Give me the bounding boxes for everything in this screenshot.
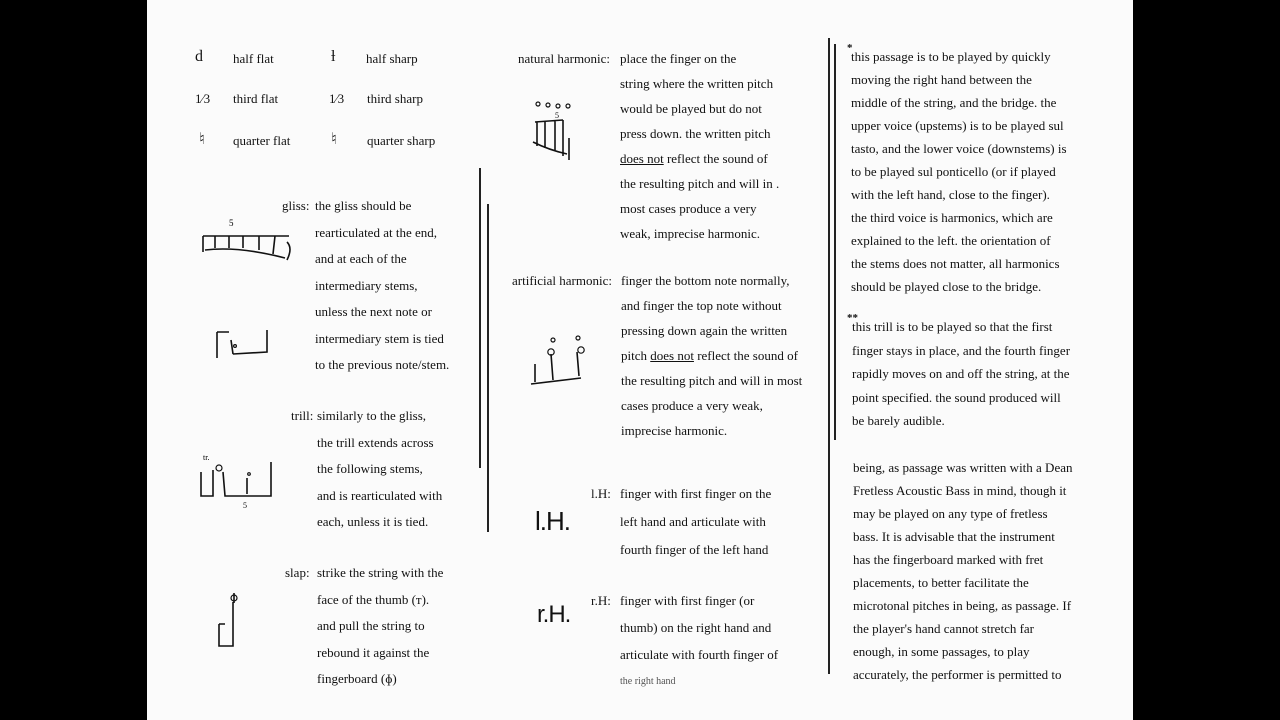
accidental-label-quarter-flat: quarter flat [233,133,291,148]
footnote-2 [852,319,1070,437]
accidental-label-quarter-sharp: quarter sharp [367,133,436,148]
right-hand-term: r.H: [591,593,611,608]
trill-line: and is rearticulated with [317,487,443,503]
gliss-line: the gliss should be [315,198,412,213]
footnote-line: finger stays in place, and the fourth finger [852,342,1071,358]
footnote-mark: * [847,42,853,54]
performance-note-paragraph [853,460,1073,690]
half-sharp-icon: ƚ [331,48,336,65]
natural-harmonic-term: natural harmonic: [518,51,611,66]
artificial-harmonic-figure [525,330,589,390]
trill-number: 5 [243,501,247,510]
gliss-term: gliss: [282,198,310,213]
paragraph-line: placements, to better facilitate the [853,575,1029,590]
left-hand-term: l.H: [591,486,611,501]
footnote-line: the third voice is harmonics, which are [851,210,1053,225]
natural-harmonic-line: place the finger on the [620,51,737,66]
column-divider [834,44,836,440]
natural-harmonic-line: weak, imprecise harmonic. [620,226,761,241]
slap-line: strike the string with the [317,565,444,580]
gliss-description [315,198,449,384]
paragraph-line: bass. It is advisable that the instrument [853,529,1055,544]
accidental-label-third-sharp: third sharp [367,91,423,106]
gliss-line: unless the next note or [315,304,432,319]
left-hand-description [620,486,771,570]
trill-notation-figure [195,448,279,512]
footnote-line: should be played close to the bridge. [851,279,1042,294]
trill-term: trill: [291,408,314,423]
artificial-harmonic-line: and finger the top note without [621,298,782,313]
paragraph-line: accurately, the performer is permitted to [853,667,1062,682]
footnote-line: moving the right hand between the [851,72,1032,87]
artificial-harmonic-line: cases produce a very weak, [621,398,763,413]
gliss-line: to the previous note/stem. [315,357,450,372]
gliss-line: and at each of the [315,251,407,266]
right-hand-symbol: r.H. [537,601,571,628]
paragraph-line: the player's hand cannot stretch far [853,621,1035,636]
artificial-harmonic-line: pressing down again the written [621,323,788,338]
trill-line: each, unless it is tied. [317,514,429,529]
score-legend-page [147,0,1133,720]
paragraph-line: enough, in some passages, to play [853,644,1030,659]
artificial-harmonic-description [621,273,802,448]
natural-harmonic-figure [529,98,579,164]
slap-notation-figure [215,588,245,652]
artificial-harmonic-line: pitch does not reflect the sound of [621,348,798,363]
footnote-line: this trill is to be played so that the first [852,319,1053,334]
slap-line: face of the thumb (ᴛ). [317,591,430,607]
column-divider [828,38,830,674]
natural-harmonic-line: press down. the written pitch [620,126,771,141]
footnote-line: the stems does not matter, all harmonics [851,256,1060,271]
paragraph-line: Fretless Acoustic Bass in mind, though it [853,483,1067,498]
right-hand-description [620,593,778,701]
right-hand-line: thumb) on the right hand and [620,620,772,635]
right-hand-line: the right hand [620,676,676,687]
slap-line: and pull the string to [317,618,425,633]
slap-line: rebound it against the [317,644,430,660]
trill-line: the following stems, [317,461,423,476]
footnote-line: this passage is to be played by quickly [851,49,1051,64]
paragraph-line: microtonal pitches in being, as passage. If [853,598,1072,613]
footnote-mark: ** [847,312,858,324]
slap-term: slap: [285,565,310,580]
slap-description [317,565,443,698]
third-sharp-icon: 1⁄3 [329,91,345,106]
natural-harmonic-line: most cases produce a very [620,201,757,216]
emphasis-underline: does not [620,151,664,166]
gliss-notation-figure [199,214,299,266]
quarter-sharp-icon: ♮ [331,131,337,148]
nat-harm-number: 5 [555,111,559,120]
artificial-harmonic-line: finger the bottom note normally, [621,273,790,288]
trill-description [317,408,442,541]
left-hand-line: finger with first finger on the [620,486,772,501]
gliss-tied-figure [211,322,271,362]
right-hand-line: articulate with fourth finger of [620,647,779,662]
trill-line: similarly to the gliss, [317,408,427,423]
artificial-harmonic-line: imprecise harmonic. [621,423,728,438]
paragraph-line: has the fingerboard marked with fret [853,552,1044,567]
footnote-line: to be played sul ponticello (or if played [851,164,1056,179]
paragraph-line: being, as passage was written with a Dean [853,460,1073,475]
trill-line: the trill extends across [317,434,434,450]
left-hand-line: fourth finger of the left hand [620,542,769,557]
footnote-line: middle of the string, and the bridge. the [851,95,1057,110]
left-hand-line: left hand and articulate with [620,514,766,529]
slap-line: fingerboard (ɸ) [317,671,397,686]
footnote-line: explained to the left. the orientation of [851,233,1051,248]
natural-harmonic-line: does not reflect the sound of [620,151,768,166]
accidental-label-half-flat: half flat [233,51,274,66]
half-flat-icon: d [195,48,203,65]
gliss-number: 5 [229,218,234,228]
footnote-line: tasto, and the lower voice (downstems) is [851,141,1067,156]
column-divider [487,204,489,532]
gliss-line: rearticulated at the end, [315,224,437,240]
footnote-line: be barely audible. [852,413,945,428]
footnote-line: rapidly moves on and off the string, at the [852,366,1070,381]
footnote-line: upper voice (upstems) is to be played sul [851,118,1064,133]
left-hand-symbol: l.H. [535,506,570,536]
gliss-line: intermediary stem is tied [315,330,444,346]
gliss-line: intermediary stems, [315,277,418,293]
accidental-label-half-sharp: half sharp [366,51,418,66]
footnote-line: point specified. the sound produced will [852,389,1061,405]
footnote-1 [851,49,1067,302]
quarter-flat-icon: ♮ [199,131,205,148]
paragraph-line: may be played on any type of fretless [853,506,1048,521]
natural-harmonic-line: string where the written pitch [620,76,774,91]
accidental-label-third-flat: third flat [233,91,279,106]
third-flat-icon: 1⁄3 [195,91,211,106]
column-divider [479,168,481,468]
footnote-line: with the left hand, close to the finger). [851,187,1050,202]
natural-harmonic-line: the resulting pitch and will in . [620,176,780,191]
emphasis-underline: does not [650,348,694,363]
trill-mark: tr. [203,453,210,462]
right-hand-line: finger with first finger (or [620,593,755,608]
natural-harmonic-description [620,51,779,251]
natural-harmonic-line: would be played but do not [620,101,762,116]
artificial-harmonic-term: artificial harmonic: [512,273,612,288]
artificial-harmonic-line: the resulting pitch and will in most [621,373,803,388]
